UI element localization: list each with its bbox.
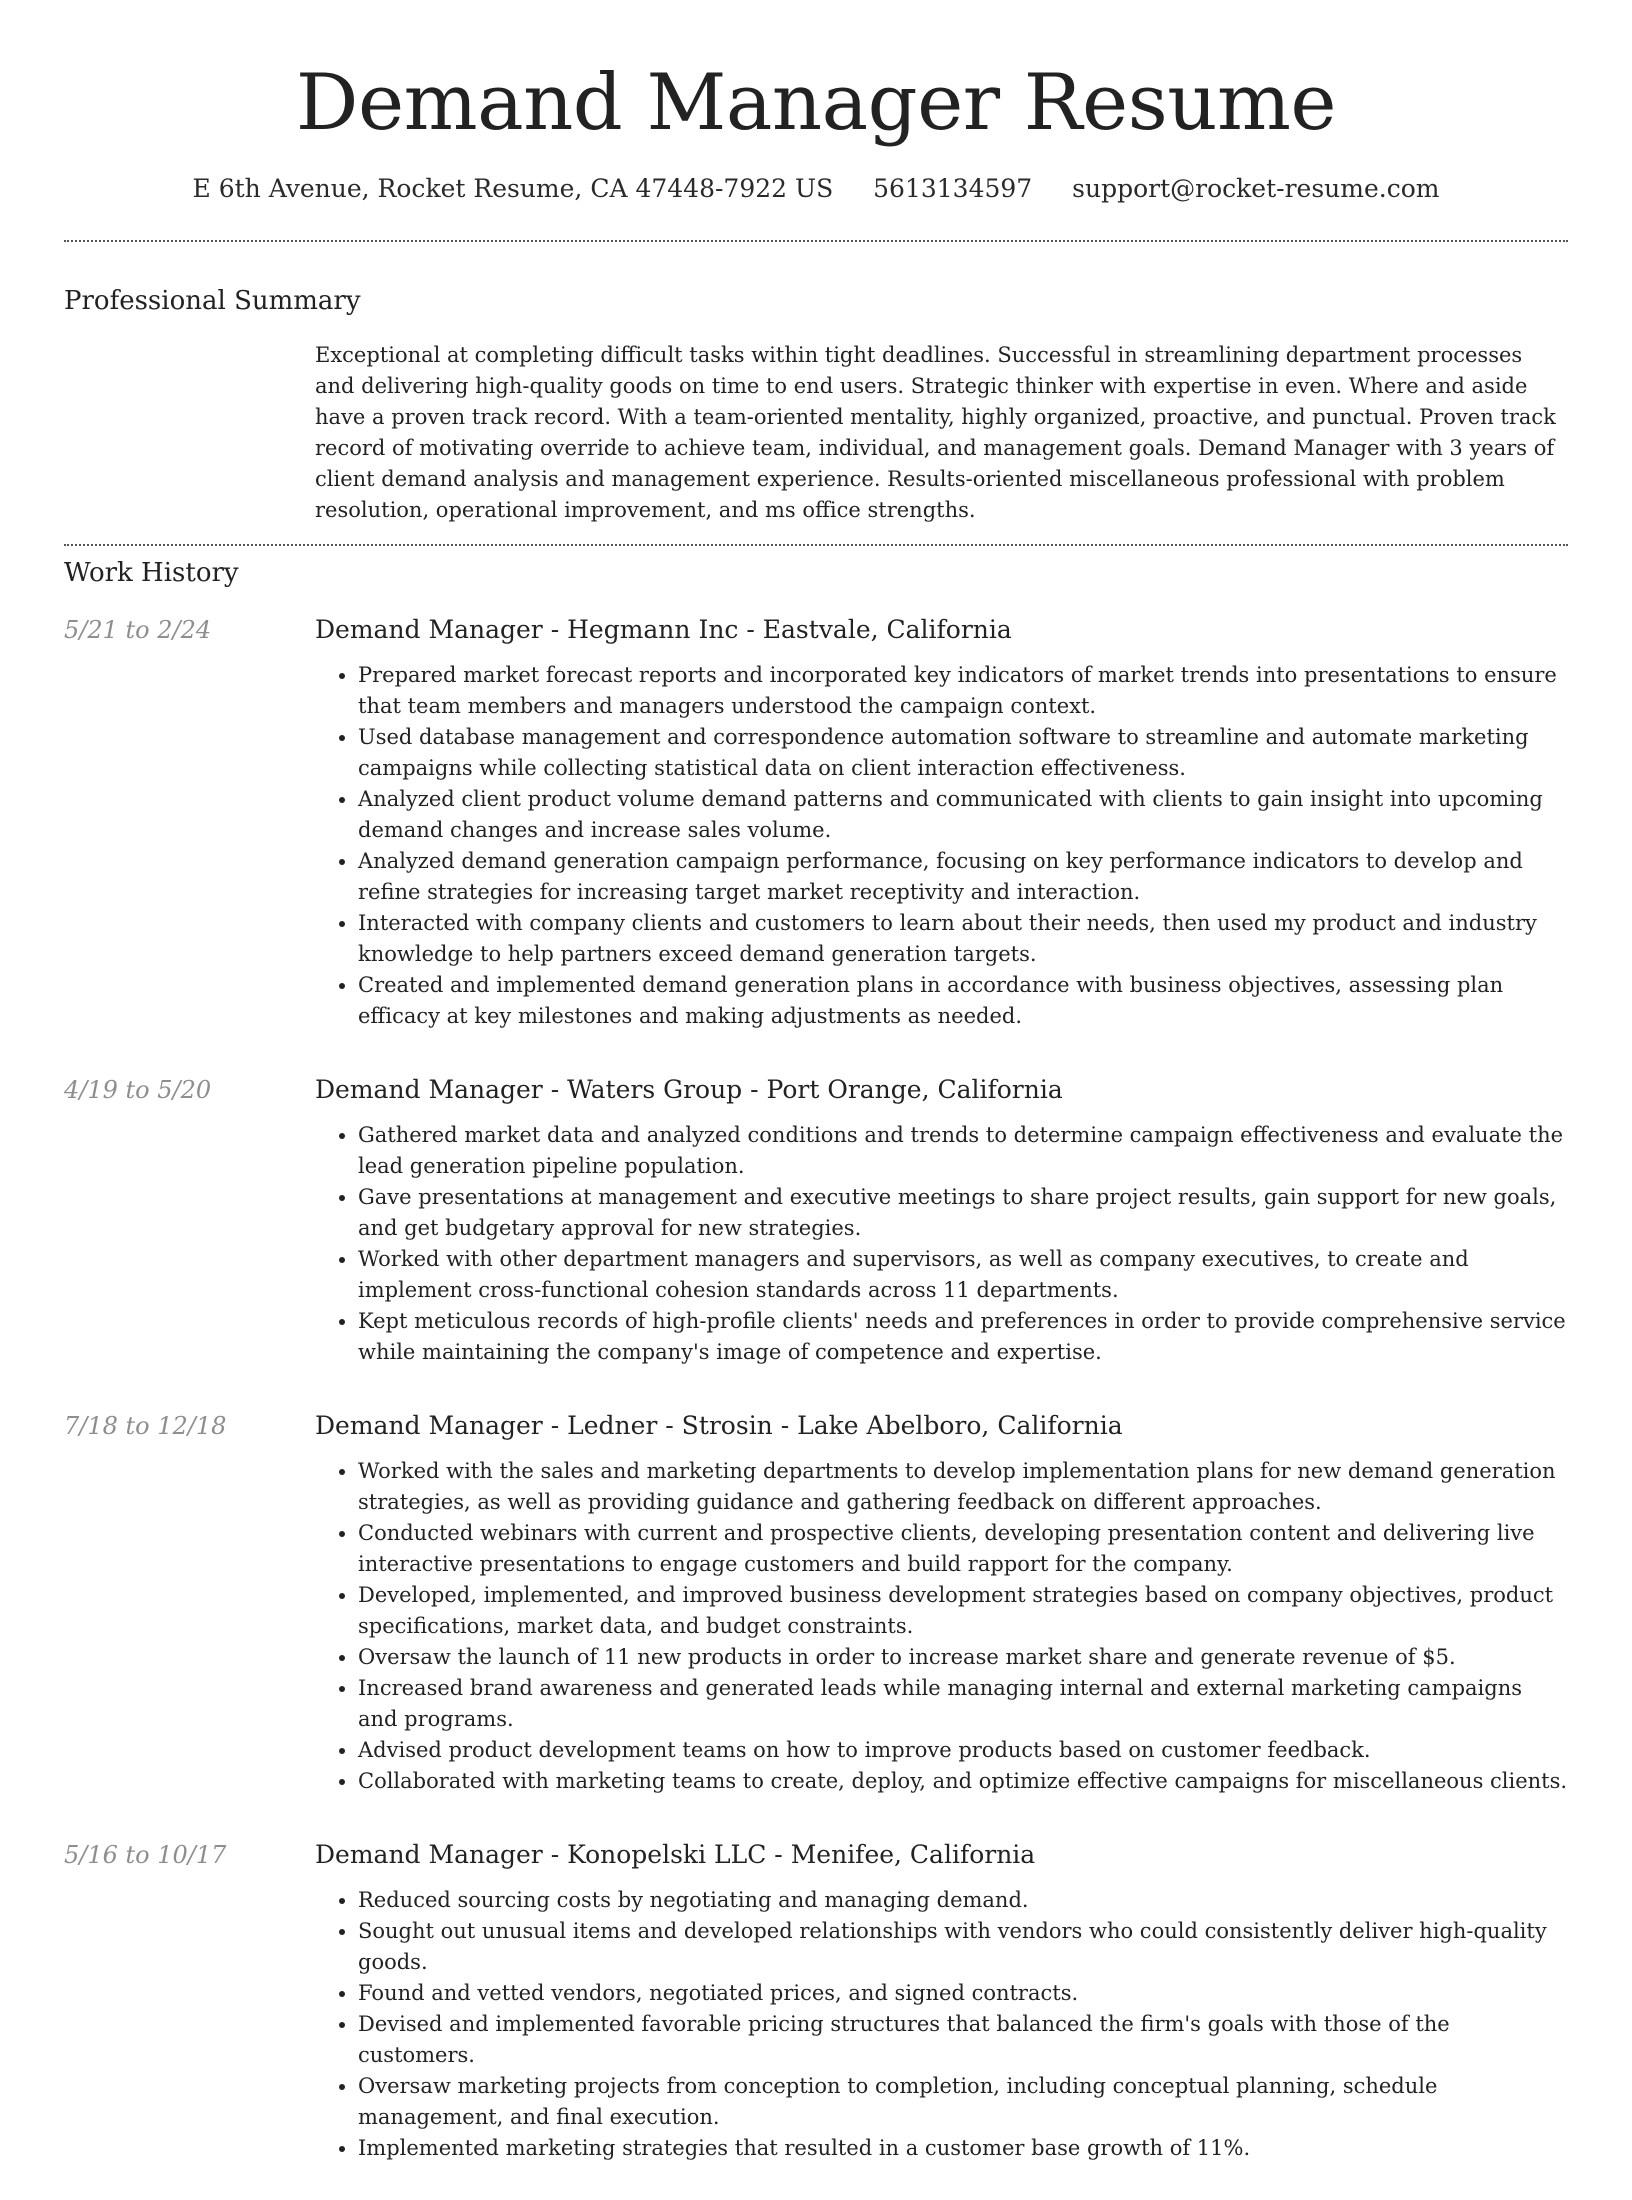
- job-bullet: • Kept meticulous records of high-profile clients' needs and preferences in order to provide comprehensive service while maintaining the company's image of competence and expertise.: [358, 1306, 1568, 1368]
- job-bullet: • Gave presentations at management and executive meetings to share project results, gain support for new goals, and get budgetary approval for new strategies.: [358, 1182, 1568, 1244]
- contact-line: [0, 170, 1632, 208]
- job-bullet: • Analyzed client product volume demand patterns and communicated with clients to gain insight into upcoming demand changes and increase sales volume.: [358, 784, 1568, 846]
- job-bullet: • Oversaw marketing projects from conception to completion, including conceptual planning, schedule management, and final execution.: [358, 2071, 1568, 2133]
- job-bullet: • Worked with other department managers and supervisors, as well as company executives, to create and implement cross-functional cohesion standards across 11 departments.: [358, 1244, 1568, 1306]
- job-bullet-list: [315, 1120, 1568, 1368]
- job-bullet: • Interacted with company clients and customers to learn about their needs, then used my product and industry knowledge to help partners exceed demand generation targets.: [358, 908, 1568, 970]
- summary-heading: Professional Summary: [64, 286, 361, 316]
- job-bullet: • Oversaw the launch of 11 new products in order to increase market share and generate revenue of $5.: [358, 1642, 1568, 1673]
- job-entry: [0, 608, 1632, 1032]
- job-bullet: • Conducted webinars with current and prospective clients, developing presentation content and delivering live interactive presentations to engage customers and build rapport for the company.: [358, 1518, 1568, 1580]
- job-entry: [0, 1833, 1632, 2164]
- job-bullet: • Created and implemented demand generation plans in accordance with business objectives, assessing plan efficacy at key milestones and making adjustments as needed.: [358, 970, 1568, 1032]
- job-bullet: • Collaborated with marketing teams to create, deploy, and optimize effective campaigns for miscellaneous clients.: [358, 1766, 1568, 1797]
- job-bullet: • Developed, implemented, and improved business development strategies based on company objectives, product specifications, market data, and budget constraints.: [358, 1580, 1568, 1642]
- job-bullet: • Increased brand awareness and generated leads while managing internal and external marketing campaigns and programs.: [358, 1673, 1568, 1735]
- job-bullet: • Found and vetted vendors, negotiated prices, and signed contracts.: [358, 1978, 1568, 2009]
- job-title: Demand Manager - Waters Group - Port Orange, California: [315, 1075, 1063, 1104]
- job-bullet: • Worked with the sales and marketing departments to develop implementation plans for new demand generation strategies, as well as providing guidance and gathering feedback on different approaches.: [358, 1456, 1568, 1518]
- job-title: Demand Manager - Konopelski LLC - Menifee, California: [315, 1840, 1036, 1869]
- work-history-list: [0, 608, 1632, 2200]
- job-bullet: • Implemented marketing strategies that resulted in a customer base growth of 11%.: [358, 2133, 1568, 2164]
- summary-text: Exceptional at completing difficult tasks within tight deadlines. Successful in streamlining department processes and delivering high-quality goods on time to end users. Strategic thinker with expertise in even. Where and aside have a proven track record. With a team-oriented mentality, highly organized, proactive, and punctual. Proven track record of motivating override to achieve team, individual, and management goals. Demand Manager with 3 years of client demand analysis and management experience. Results-oriented miscellaneous professional with problem resolution, operational improvement, and ms office strengths.: [315, 343, 1556, 522]
- job-bullet-list: [315, 1456, 1568, 1797]
- contact-phone: 5613134597: [873, 174, 1033, 203]
- job-title: Demand Manager - Ledner - Strosin - Lake Abelboro, California: [315, 1411, 1123, 1440]
- work-history-heading: Work History: [64, 558, 239, 588]
- job-bullet: • Analyzed demand generation campaign performance, focusing on key performance indicators to develop and refine strategies for increasing target market receptivity and interaction.: [358, 846, 1568, 908]
- job-bullet: • Gathered market data and analyzed conditions and trends to determine campaign effectiveness and evaluate the lead generation pipeline population.: [358, 1120, 1568, 1182]
- job-bullet: • Sought out unusual items and developed relationships with vendors who could consistently deliver high-quality goods.: [358, 1916, 1568, 1978]
- job-entry: [0, 1068, 1632, 1368]
- header-divider: [64, 240, 1568, 242]
- job-dates: 7/18 to 12/18: [64, 1412, 227, 1440]
- job-bullet: • Advised product development teams on how to improve products based on customer feedback.: [358, 1735, 1568, 1766]
- job-bullet: • Reduced sourcing costs by negotiating and managing demand.: [358, 1885, 1568, 1916]
- contact-email: support@rocket-resume.com: [1072, 174, 1440, 203]
- job-bullet: • Used database management and correspondence automation software to streamline and automate marketing campaigns while collecting statistical data on client interaction effectiveness.: [358, 722, 1568, 784]
- job-bullet: • Devised and implemented favorable pricing structures that balanced the firm's goals with those of the customers.: [358, 2009, 1568, 2071]
- summary-divider: [64, 544, 1568, 546]
- resume-title: Demand Manager Resume: [295, 58, 1337, 148]
- contact-address: E 6th Avenue, Rocket Resume, CA 47448-7922 US: [192, 174, 834, 203]
- job-bullet: • Prepared market forecast reports and incorporated key indicators of market trends into presentations to ensure that team members and managers understood the campaign context.: [358, 660, 1568, 722]
- job-bullet-list: [315, 660, 1568, 1032]
- job-dates: 5/16 to 10/17: [64, 1841, 227, 1869]
- job-entry: [0, 1404, 1632, 1797]
- job-dates: 5/21 to 2/24: [64, 616, 212, 644]
- job-title: Demand Manager - Hegmann Inc - Eastvale, California: [315, 615, 1012, 644]
- job-dates: 4/19 to 5/20: [64, 1076, 212, 1104]
- job-bullet-list: [315, 1885, 1568, 2164]
